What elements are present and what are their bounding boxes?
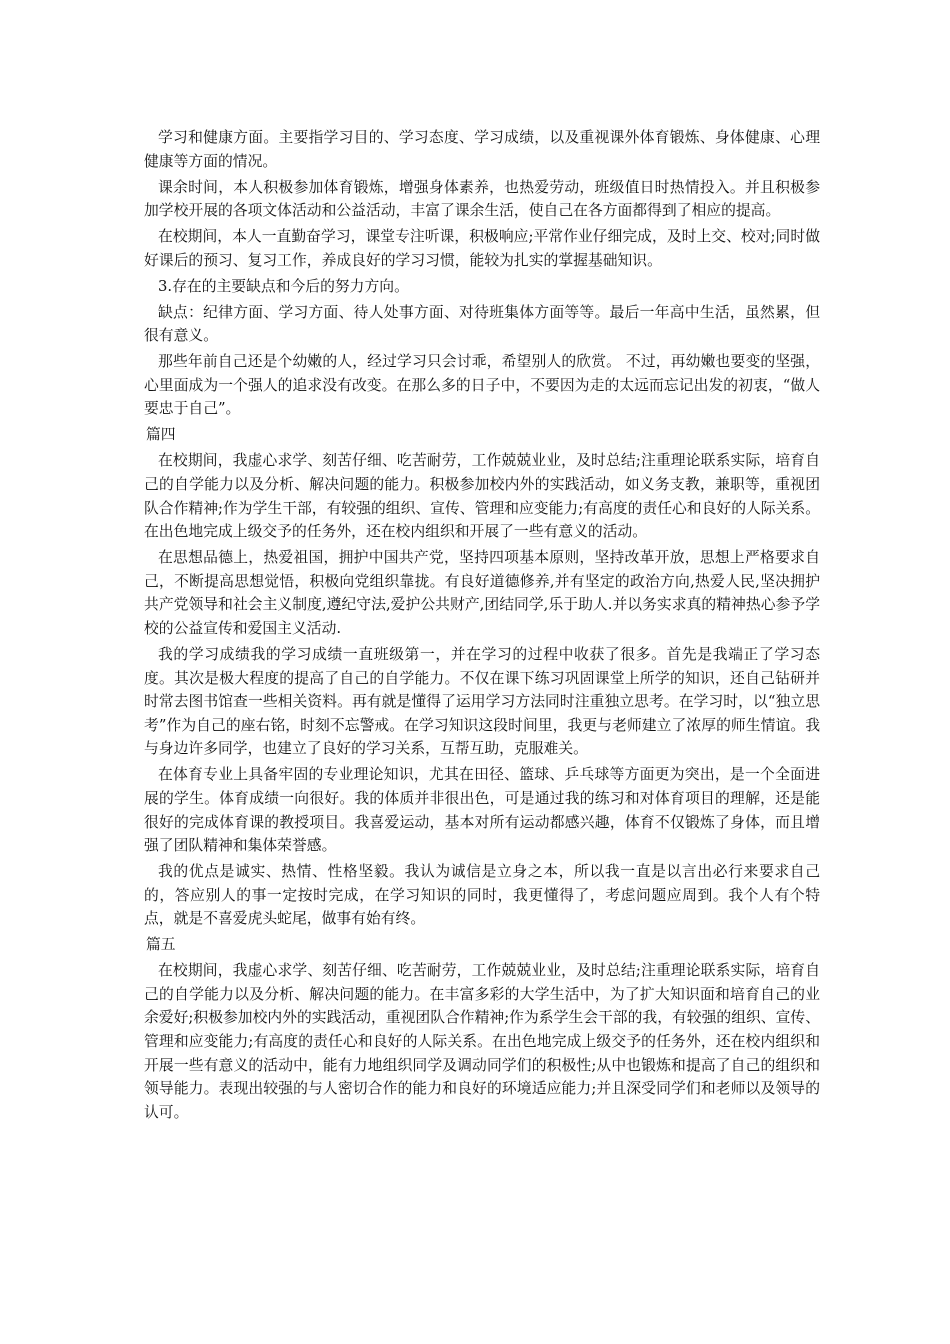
section-heading-4: 篇四: [146, 426, 176, 444]
paragraph-9: 我的学习成绩我的学习成绩一直班级第一，并在学习的过程中收获了很多。首先是我端正了学习态度。其次是极大程度的提高了自己的自学能力。不仅在课下练习巩固课堂上所学的知识，还自己钻研并时常去图书馆查一些相关资料。再有就是懂得了运用学习方法同时注重独立思考。在学习时，以“独立思考”作为自己的座右铭，时刻不忘警戒。在学习知识这段时间里，我更与老师建立了浓厚的师生情谊。我与身边许多同学，也建立了良好的学习关系，互帮互助，克服难关。: [144, 645, 820, 758]
paragraph-11: 我的优点是诚实、热情、性格坚毅。我认为诚信是立身之本，所以我一直是以言出必行来要求自己的，答应别人的事一定按时完成，在学习知识的同时，我更懂得了，考虑问题应周到。我个人有个特点，就是不喜爱虎头蛇尾，做事有始有终。: [144, 863, 820, 928]
paragraph-4: 3.存在的主要缺点和今后的努力方向。: [158, 277, 409, 295]
paragraph-8: 在思想品德上，热爱祖国，拥护中国共产党，坚持四项基本原则，坚持改革开放，思想上严格要求自己，不断提高思想觉悟，积极向党组织靠拢。有良好道德修养,并有坚定的政治方向,热爱人民,坚决拥护共产党领导和社会主义制度,遵纪守法,爱护公共财产,团结同学,乐于助人.并以务实求真的精神热心参予学校的公益宣传和爱国主义活动.: [144, 549, 820, 637]
paragraph-12: 在校期间，我虚心求学、刻苦仔细、吃苦耐劳，工作兢兢业业，及时总结;注重理论联系实际，培育自己的自学能力以及分析、解决问题的能力。在丰富多彩的大学生活中，为了扩大知识面和培育自己的业余爱好;积极参加校内外的实践活动，重视团队合作精神;作为系学生会干部的我，有较强的组织、宣传、管理和应变能力;有高度的责任心和良好的人际关系。在出色地完成上级交予的任务外，还在校内组织和开展一些有意义的活动中，能有力地组织同学及调动同学们的积极性;从中也锻炼和提高了自己的组织和领导能力。表现出较强的与人密切合作的能力和良好的环境适应能力;并且深受同学们和老师以及领导的认可。: [144, 962, 820, 1121]
paragraph-5: 缺点：纪律方面、学习方面、待人处事方面、对待班集体方面等等。最后一年高中生活，虽然累，但很有意义。: [144, 303, 820, 345]
section-heading-5: 篇五: [146, 936, 176, 954]
paragraph-6: 那些年前自己还是个幼嫩的人，经过学习只会讨乖，希望别人的欣赏。 不过，再幼嫩也要变的坚强，心里面成为一个强人的追求没有改变。在那么多的日子中，不要因为走的太远而忘记出发的初衷，“做人要忠于自己”。: [144, 353, 820, 418]
paragraph-10: 在体育专业上具备牢固的专业理论知识，尤其在田径、篮球、乒乓球等方面更为突出，是一个全面进展的学生。体育成绩一向很好。我的体质并非很出色，可是通过我的练习和对体育项目的理解，还是能很好的完成体育课的教授项目。我喜爱运动，基本对所有运动都感兴趣，体育不仅锻炼了身体，而且增强了团队精神和集体荣誉感。: [144, 766, 820, 855]
paragraph-2: 课余时间，本人积极参加体育锻炼，增强身体素养，也热爱劳动，班级值日时热情投入。并且积极参加学校开展的各项文体活动和公益活动，丰富了课余生活，使自己在各方面都得到了相应的提高。: [144, 178, 820, 220]
paragraph-1: 学习和健康方面。主要指学习目的、学习态度、学习成绩，以及重视课外体育锻炼、身体健康、心理健康等方面的情况。: [144, 129, 820, 170]
paragraph-7: 在校期间，我虚心求学、刻苦仔细、吃苦耐劳，工作兢兢业业，及时总结;注重理论联系实际，培育自己的自学能力以及分析、解决问题的能力。积极参加校内外的实践活动，如义务支教，兼职等，重视团队合作精神;作为学生干部，有较强的组织、宣传、管理和应变能力;有高度的责任心和良好的人际关系。在出色地完成上级交予的任务外，还在校内组织和开展了一些有意义的活动。: [144, 452, 820, 541]
document-body: [144, 126, 820, 1127]
paragraph-3: 在校期间，本人一直勤奋学习，课堂专注听课，积极响应;平常作业仔细完成，及时上交、校对;同时做好课后的预习、复习工作，养成良好的学习习惯，能较为扎实的掌握基础知识。: [144, 228, 820, 269]
